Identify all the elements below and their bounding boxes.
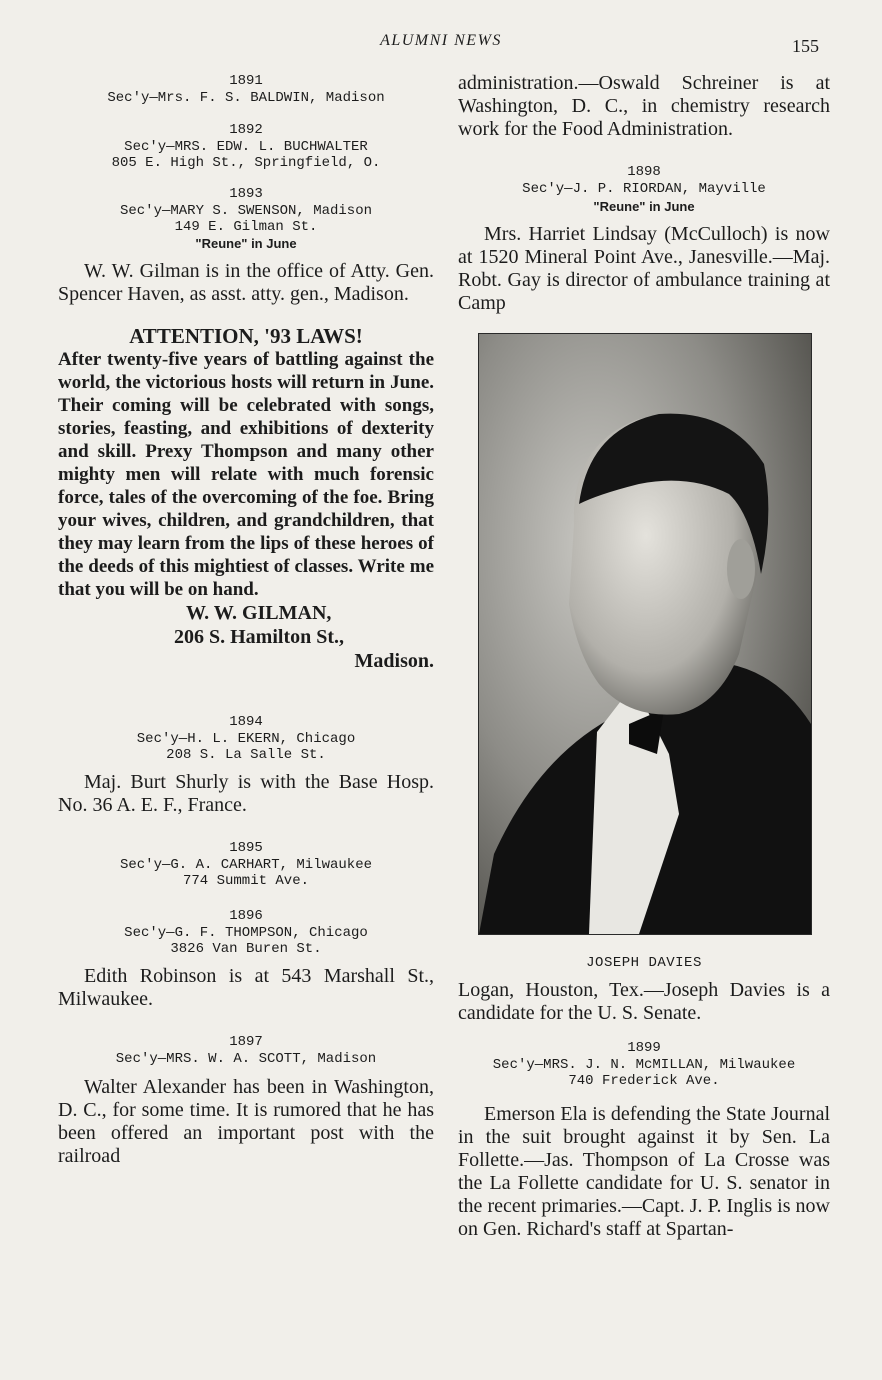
notice-signature-city: Madison. xyxy=(354,650,434,672)
secretary-address: 740 Frederick Ave. xyxy=(568,1073,720,1089)
secretary-line: Sec'y—H. L. EKERN, Chicago xyxy=(136,731,356,747)
secretary-line: Sec'y—G. F. THOMPSON, Chicago xyxy=(124,925,368,941)
running-header: ALUMNI NEWS xyxy=(380,32,502,49)
photo-caption: JOSEPH DAVIES xyxy=(586,955,702,971)
notice-signature-name: W. W. GILMAN, xyxy=(186,602,332,624)
news-item: Edith Robinson is at 543 Marshall St., Milwaukee. xyxy=(58,965,434,1010)
notice-heading: ATTENTION, '93 LAWS! xyxy=(129,324,363,348)
class-year-1899: 1899 xyxy=(627,1040,661,1056)
news-item: Emerson Ela is defending the State Journal in the suit brought against it by Sen. La Follette.—Jas. Thompson of La Crosse was the La Follette candidate for U. S. senator in the recent primaries.—Capt. J. P. Inglis is now on Gen. Richard's staff at Spartan- xyxy=(458,1103,830,1240)
class-year-1896: 1896 xyxy=(229,908,263,924)
class-year-1893: 1893 xyxy=(229,186,263,202)
portrait-illustration xyxy=(479,334,811,934)
news-item: W. W. Gilman is in the office of Atty. Gen. Spencer Haven, as asst. atty. gen., Madison. xyxy=(58,260,434,305)
secretary-line: Sec'y—MRS. EDW. L. BUCHWALTER xyxy=(124,139,368,155)
class-year-1895: 1895 xyxy=(229,840,263,856)
reunion-notice: "Reune" in June xyxy=(195,236,297,251)
secretary-address: 149 E. Gilman St. xyxy=(174,219,318,235)
news-item: Maj. Burt Shurly is with the Base Hosp. No. 36 A. E. F., France. xyxy=(58,771,434,816)
secretary-line: Sec'y—MRS. W. A. SCOTT, Madison xyxy=(115,1051,377,1067)
news-continuation: Logan, Houston, Tex.—Joseph Davies is a candidate for the U. S. Senate. xyxy=(458,979,830,1024)
class-year-1898: 1898 xyxy=(627,164,661,180)
reunion-notice: "Reune" in June xyxy=(593,199,695,214)
secretary-address: 208 S. La Salle St. xyxy=(166,747,326,763)
news-item: Walter Alexander has been in Washington, D. C., for some time. It is rumored that he has been offered an important post with the railroad xyxy=(58,1076,434,1167)
class-notice-box xyxy=(58,324,434,673)
right-column xyxy=(458,72,830,1241)
secretary-address: 3826 Van Buren St. xyxy=(170,941,322,957)
class-year-1897: 1897 xyxy=(229,1034,263,1050)
class-year-1891: 1891 xyxy=(229,73,263,89)
secretary-line: Sec'y—Mrs. F. S. BALDWIN, Madison xyxy=(107,90,385,106)
class-year-1892: 1892 xyxy=(229,122,263,138)
notice-body: After twenty-five years of battling against the world, the victorious hosts will return in June. Their coming will be celebrated with songs, stories, feasting, and exhibitions of dexterity and skill. Prexy Thompson and many other mighty men will relate with much forensic force, tales of the overcoming of the foe. Bring your wives, children, and grandchildren, that they may learn from the lips of these heroes of the deeds of this mightiest of classes. Write me that you will be on hand. xyxy=(58,349,434,600)
secretary-address: 805 E. High St., Springfield, O. xyxy=(111,155,381,171)
news-item: Mrs. Harriet Lindsay (McCulloch) is now at 1520 Mineral Point Ave., Janesville.—Maj. Robt. Gay is director of ambulance training at Camp xyxy=(458,223,830,314)
notice-signature-street: 206 S. Hamilton St., xyxy=(174,626,345,648)
class-year-1894: 1894 xyxy=(229,714,263,730)
news-continuation: administration.—Oswald Schreiner is at Washington, D. C., in chemistry research work for the Food Administration. xyxy=(458,72,830,140)
left-column xyxy=(58,72,434,1168)
secretary-line: Sec'y—MARY S. SWENSON, Madison xyxy=(119,203,373,219)
secretary-line: Sec'y—MRS. J. N. McMILLAN, Milwaukee xyxy=(492,1057,796,1073)
portrait-photo xyxy=(478,333,812,935)
page-number: 155 xyxy=(792,36,819,56)
secretary-line: Sec'y—G. A. CARHART, Milwaukee xyxy=(119,857,373,873)
secretary-address: 774 Summit Ave. xyxy=(182,873,310,889)
secretary-line: Sec'y—J. P. RIORDAN, Mayville xyxy=(522,181,766,197)
